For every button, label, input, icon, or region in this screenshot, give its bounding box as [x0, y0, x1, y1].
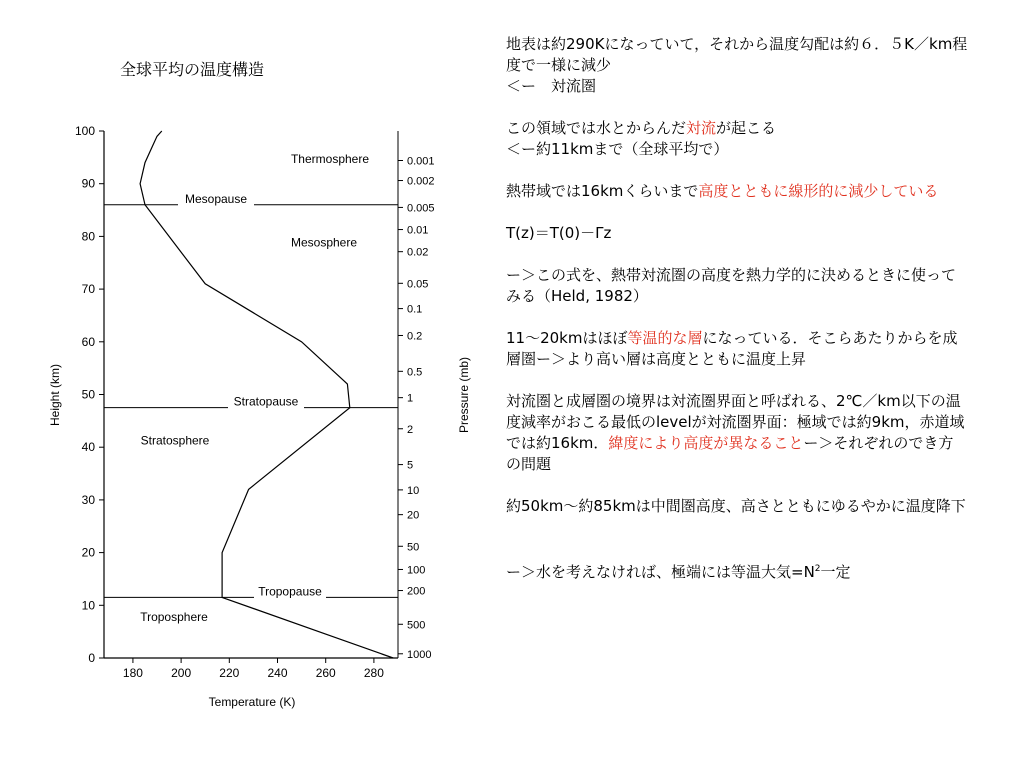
note-surface-temperature: 地表は約290Kになっていて，それから温度勾配は約６．５K／km程度で一様に減少 ＜ー 対流圏 — [506, 35, 968, 95]
boundary-label: Tropopause — [258, 584, 322, 599]
layer-label: Stratosphere — [140, 433, 210, 448]
y-tick-label: 40 — [81, 440, 95, 455]
y-tick-label: 10 — [81, 598, 95, 613]
pressure-tick-label: 0.002 — [407, 175, 435, 188]
note-tropics: 熱帯域では16kmくらいまで高度とともに線形的に減少している — [506, 182, 939, 200]
note-convection: この領域では水とからんだ対流が起こる ＜ー約11kmまで（全球平均で） — [506, 119, 777, 158]
pressure-tick-label: 0.05 — [407, 278, 429, 291]
note-held-1982: ー＞この式を、熱帯対流圏の高度を熱力学的に決めるときに使ってみる（Held, 1982） — [506, 266, 957, 305]
x-axis-ticks — [123, 658, 384, 680]
pressure-tick-label: 500 — [407, 619, 426, 632]
y-tick-label: 60 — [81, 334, 95, 349]
layer-label: Mesosphere — [290, 235, 358, 250]
pressure-tick-label: 20 — [407, 509, 420, 522]
pressure-tick-label: 200 — [407, 585, 426, 598]
y-tick-label: 30 — [81, 492, 95, 507]
x-tick-label: 200 — [171, 666, 192, 680]
y-tick-label: 0 — [88, 651, 95, 665]
y-tick-label: 20 — [81, 545, 95, 560]
x-tick-label: 260 — [315, 666, 336, 680]
pressure-tick-label: 1 — [407, 392, 414, 405]
y-tick-label: 80 — [81, 229, 95, 244]
pressure-tick-label: 0.2 — [407, 330, 423, 343]
boundary-label: Stratopause — [233, 394, 299, 409]
x-tick-label: 180 — [122, 666, 143, 680]
pressure-tick-label: 0.001 — [407, 155, 435, 168]
pressure-axis-label: Pressure (mb) — [457, 356, 471, 434]
note-mesosphere: 約50km～約85kmは中間圏高度、高さとともにゆるやかに温度降下 — [506, 497, 966, 515]
temperature-profile-chart — [0, 0, 500, 720]
y-axis-ticks — [75, 124, 104, 665]
slide-title: 全球平均の温度構造 — [120, 60, 265, 79]
note-isothermal-atmosphere: ー＞水を考えなければ、極端には等温大気$=N^2$一定 — [506, 563, 851, 581]
pressure-tick-label: 0.1 — [407, 303, 423, 316]
y-axis-label: Height (km) — [48, 363, 62, 427]
explanation-notes — [506, 34, 968, 604]
pressure-tick-label: 5 — [407, 459, 414, 472]
note-equation: T(z)＝T(0)－Γz — [506, 224, 612, 242]
x-tick-label: 240 — [267, 666, 288, 680]
layer-label: Thermosphere — [290, 151, 370, 166]
y-tick-label: 50 — [81, 387, 95, 402]
pressure-tick-label: 0.01 — [407, 224, 429, 237]
note-isothermal-layer: 11～20kmはほぼ等温的な層になっている．そこらあたりからを成層圏ー＞より高い層は高度とともに温度上昇 — [506, 329, 958, 368]
pressure-tick-label: 10 — [407, 484, 420, 497]
pressure-tick-label: 100 — [407, 564, 426, 577]
layer-label: Troposphere — [140, 609, 208, 624]
layer-boundaries — [104, 192, 398, 599]
pressure-tick-label: 0.02 — [407, 246, 429, 259]
x-tick-label: 220 — [219, 666, 240, 680]
pressure-ticks — [398, 156, 435, 661]
pressure-tick-label: 2 — [407, 423, 414, 436]
layer-labels — [140, 152, 369, 624]
boundary-label: Mesopause — [184, 191, 248, 206]
note-tropopause: 対流圏と成層圏の境界は対流圏界面と呼ばれる、2℃／km以下の温度減率がおこる最低のlevelが対流圏界面：極域では約9km，赤道域では約16km．緯度により高度が異なることー＞それぞれのでき方の問題 — [506, 392, 965, 473]
pressure-tick-label: 50 — [407, 541, 420, 554]
x-tick-label: 280 — [363, 666, 384, 680]
pressure-tick-label: 0.005 — [407, 202, 435, 215]
y-tick-label: 100 — [74, 124, 95, 138]
x-axis-label: Temperature (K) — [208, 695, 296, 709]
pressure-tick-label: 0.5 — [407, 366, 423, 379]
y-tick-label: 90 — [81, 176, 95, 191]
y-tick-label: 70 — [81, 282, 95, 297]
pressure-tick-label: 1000 — [407, 648, 432, 661]
